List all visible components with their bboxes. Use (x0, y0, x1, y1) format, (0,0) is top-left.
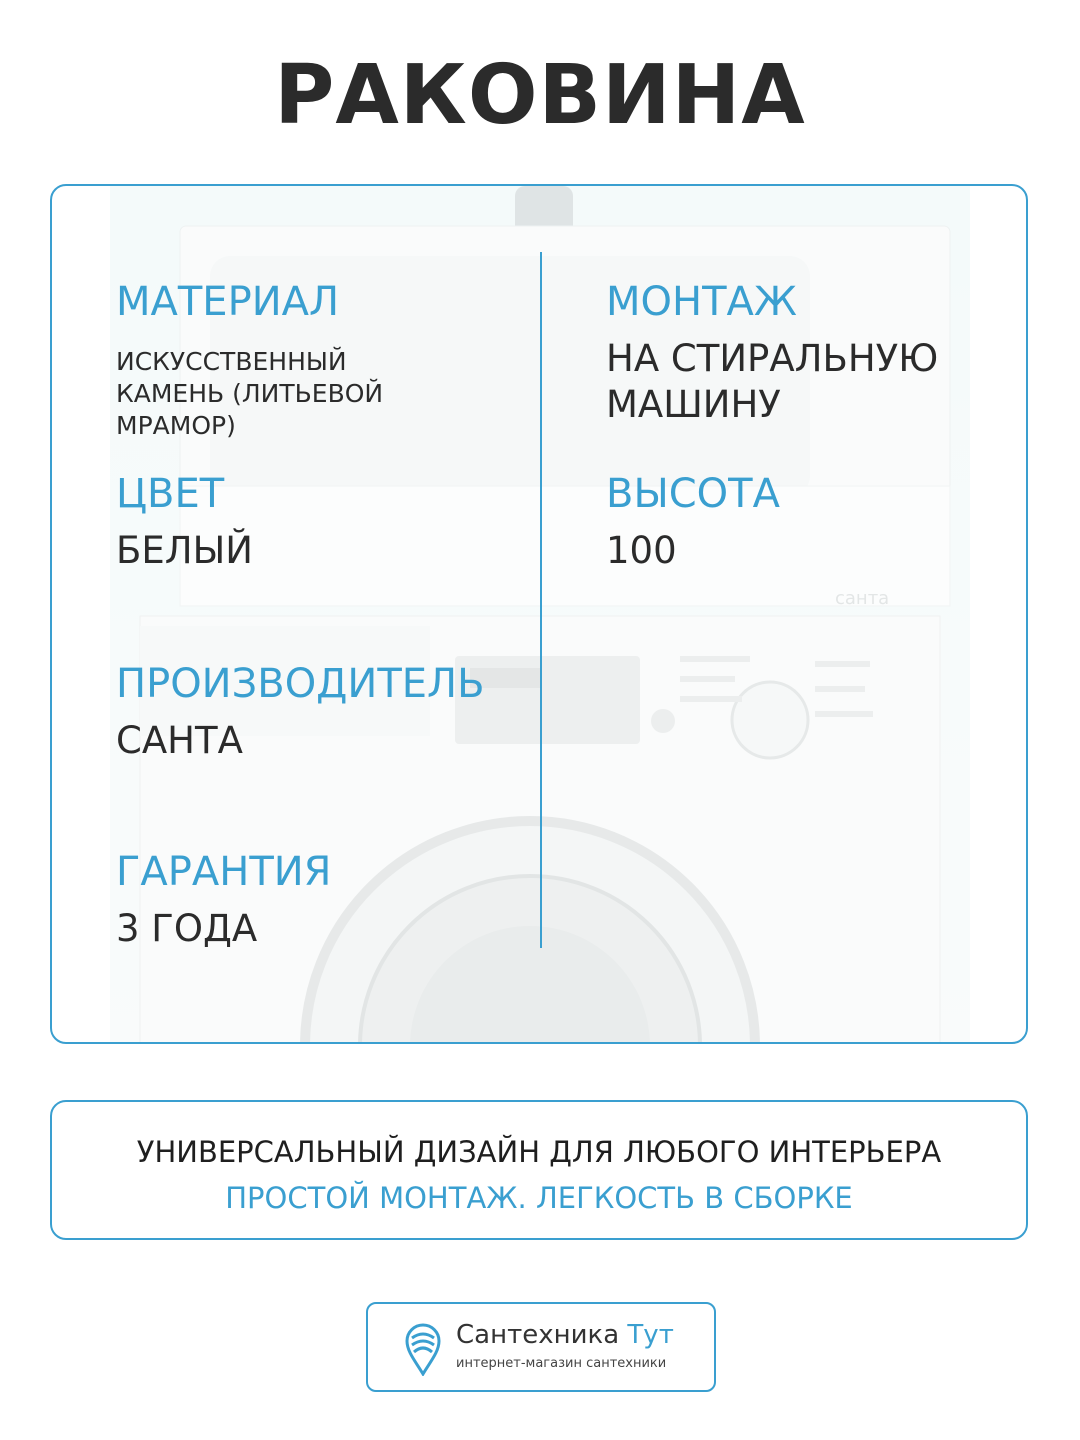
page-title: РАКОВИНА (274, 48, 806, 143)
spec-value: САНТА (116, 719, 243, 762)
logo-subtitle: интернет-магазин сантехники (456, 1356, 667, 1371)
column-divider (540, 252, 542, 948)
spec-warranty (116, 848, 331, 952)
store-logo[interactable] (366, 1302, 716, 1392)
spec-label: ПРОИЗВОДИТЕЛЬ (116, 661, 485, 707)
spec-manufacturer (116, 660, 485, 764)
spec-card (50, 184, 1028, 1044)
location-pin-icon (404, 1322, 442, 1376)
spec-value: 100 (606, 529, 677, 572)
spec-height (606, 470, 780, 574)
spec-value (606, 336, 938, 428)
spec-value: ИСКУССТВЕННЫЙ КАМЕНЬ (ЛИТЬЕВОЙ МРАМОР) (116, 347, 384, 440)
spec-value-line: МАШИНУ (606, 383, 781, 426)
logo-name (456, 1320, 674, 1350)
tagline-primary: УНИВЕРСАЛЬНЫЙ ДИЗАЙН ДЛЯ ЛЮБОГО ИНТЕРЬЕРА (136, 1135, 942, 1169)
logo-name-main: Сантехника (456, 1320, 620, 1350)
spec-label: ГАРАНТИЯ (116, 849, 332, 895)
spec-label: ВЫСОТА (606, 471, 780, 517)
logo-name-accent: Тут (627, 1320, 674, 1350)
tagline-secondary: ПРОСТОЙ МОНТАЖ. ЛЕГКОСТЬ В СБОРКЕ (225, 1181, 853, 1215)
spec-montage (606, 278, 938, 428)
spec-label: МАТЕРИАЛ (116, 279, 340, 325)
spec-label: ЦВЕТ (116, 471, 225, 517)
spec-material (116, 278, 456, 442)
spec-label: МОНТАЖ (606, 279, 797, 325)
spec-value: БЕЛЫЙ (116, 529, 253, 572)
tagline-card (50, 1100, 1028, 1240)
spec-color (116, 470, 253, 574)
spec-value-line: НА СТИРАЛЬНУЮ (606, 337, 939, 380)
spec-value: 3 ГОДА (116, 907, 258, 950)
